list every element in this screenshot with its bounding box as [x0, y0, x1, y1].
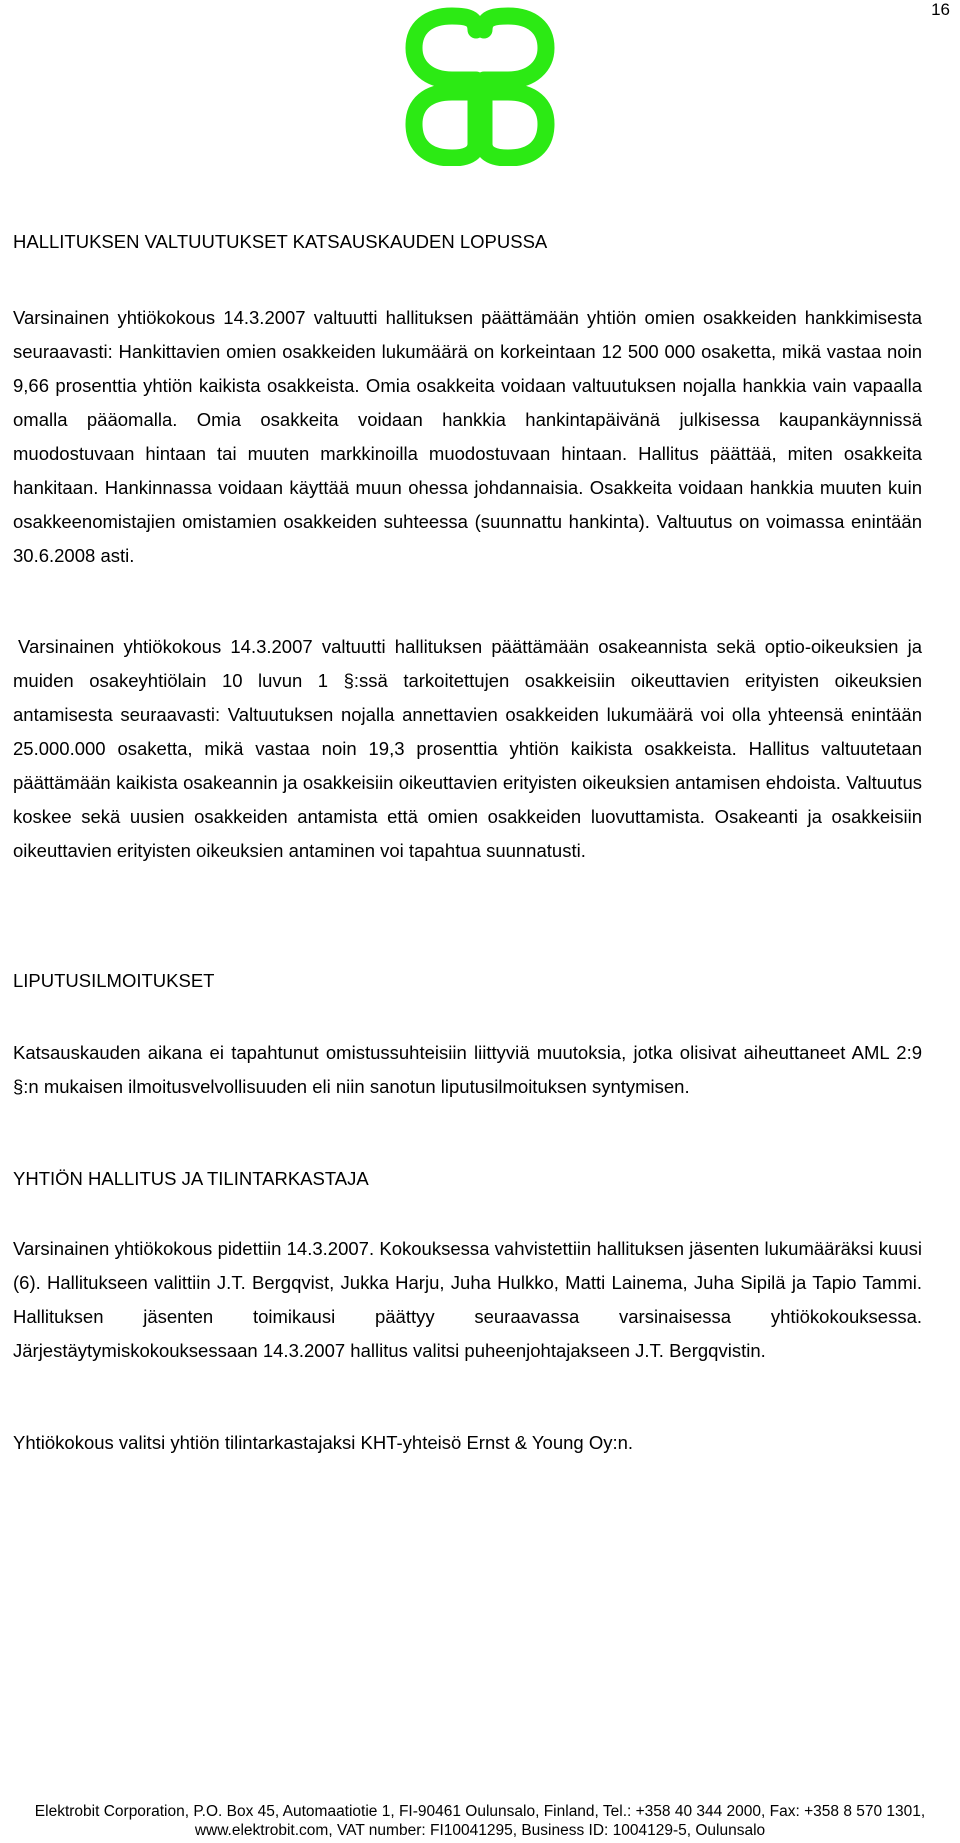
footer-line-registration: www.elektrobit.com, VAT number: FI10041295, Business ID: 1004129-5, Oulunsalo	[194, 1822, 766, 1839]
paragraph-board: Varsinainen yhtiökokous pidettiin 14.3.2007. Kokouksessa vahvistettiin hallituksen jäsenten lukumääräksi kuusi (6). Hallitukseen valittiin J.T. Bergqvist, Jukka Harju, Juha Hulkko, Matti Lainema, Juha Sipilä ja Tapio Tammi. Hallituksen jäsenten toimikausi päättyy seuraavassa varsinaisessa yhtiökokouksessa. Järjestäytymiskokouksessaan 14.3.2007 hallitus valitsi puheenjohtajakseen J.T. Bergqvistin.	[13, 1238, 922, 1361]
section-title-flagging: LIPUTUSILMOITUKSET	[13, 970, 215, 991]
paragraph-flagging: Katsauskauden aikana ei tapahtunut omistussuhteisiin liittyviä muutoksia, jotka olisivat aiheuttaneet AML 2:9 §:n mukaisen ilmoitusvelvollisuuden eli niin sanotun liputusilmoituksen syntymisen.	[13, 1042, 922, 1097]
page-footer	[0, 1802, 960, 1840]
page-number: 16	[931, 0, 950, 19]
paragraph-share-issue: Varsinainen yhtiökokous 14.3.2007 valtuutti hallituksen päättämään osakeannista sekä optio-oikeuksien ja muiden osakeyhtiölain 10 luvun 1 §:ssä tarkoitettujen osakkeisiin oikeuttavien erityisten oikeuksien antamisesta seuraavasti: Valtuutuksen nojalla annettavien osakkeiden lukumäärä voi olla yhteensä enintään 25.000.000 osaketta, mikä vastaa noin 19,3 prosenttia yhtiön kaikista osakkeista. Hallitus valtuutetaan päättämään kaikista osakeannin ja osakkeisiin oikeuttavien erityisten oikeuksien antamisen ehdoista. Valtuutus koskee sekä uusien osakkeiden antamista että omien osakkeiden luovuttamista. Osakeanti ja osakkeisiin oikeuttavien erityisten oikeuksien antaminen voi tapahtua suunnatusti.	[13, 636, 922, 861]
paragraph-share-repurchase: Varsinainen yhtiökokous 14.3.2007 valtuutti hallituksen päättämään yhtiön omien osakkeiden hankkimisesta seuraavasti: Hankittavien omien osakkeiden lukumäärä on korkeintaan 12 500 000 osaketta, mikä vastaa noin 9,66 prosenttia yhtiön kaikista osakkeista. Omia osakkeita voidaan valtuutuksen nojalla hankkia vain vapaalla omalla pääomalla. Omia osakkeita voidaan hankkia hankintapäivänä julkisessa kaupankäynnissä muodostuvaan hintaan tai muuten markkinoilla muodostuvaan hintaan. Hallitus päättää, miten osakkeita hankitaan. Hankinnassa voidaan käyttää muun ohessa johdannaisia. Osakkeita voidaan hankkia muuten kuin osakkeenomistajien omistamien osakkeiden suhteessa (suunnattu hankinta). Valtuutus on voimassa enintään 30.6.2008 asti.	[13, 307, 922, 566]
section-title-board: YHTIÖN HALLITUS JA TILINTARKASTAJA	[13, 1168, 369, 1189]
paragraph-auditor: Yhtiökokous valitsi yhtiön tilintarkastajaksi KHT-yhteisö Ernst & Young Oy:n.	[13, 1432, 634, 1453]
section-title-authorizations: HALLITUKSEN VALTUUTUKSET KATSAUSKAUDEN LOPUSSA	[13, 231, 548, 252]
eb-logo	[392, 6, 568, 166]
footer-line-address: Elektrobit Corporation, P.O. Box 45, Automaatiotie 1, FI-90461 Oulunsalo, Finland, Tel.: +358 40 344 2000, Fax: +358 8 570 1301,	[34, 1803, 926, 1820]
